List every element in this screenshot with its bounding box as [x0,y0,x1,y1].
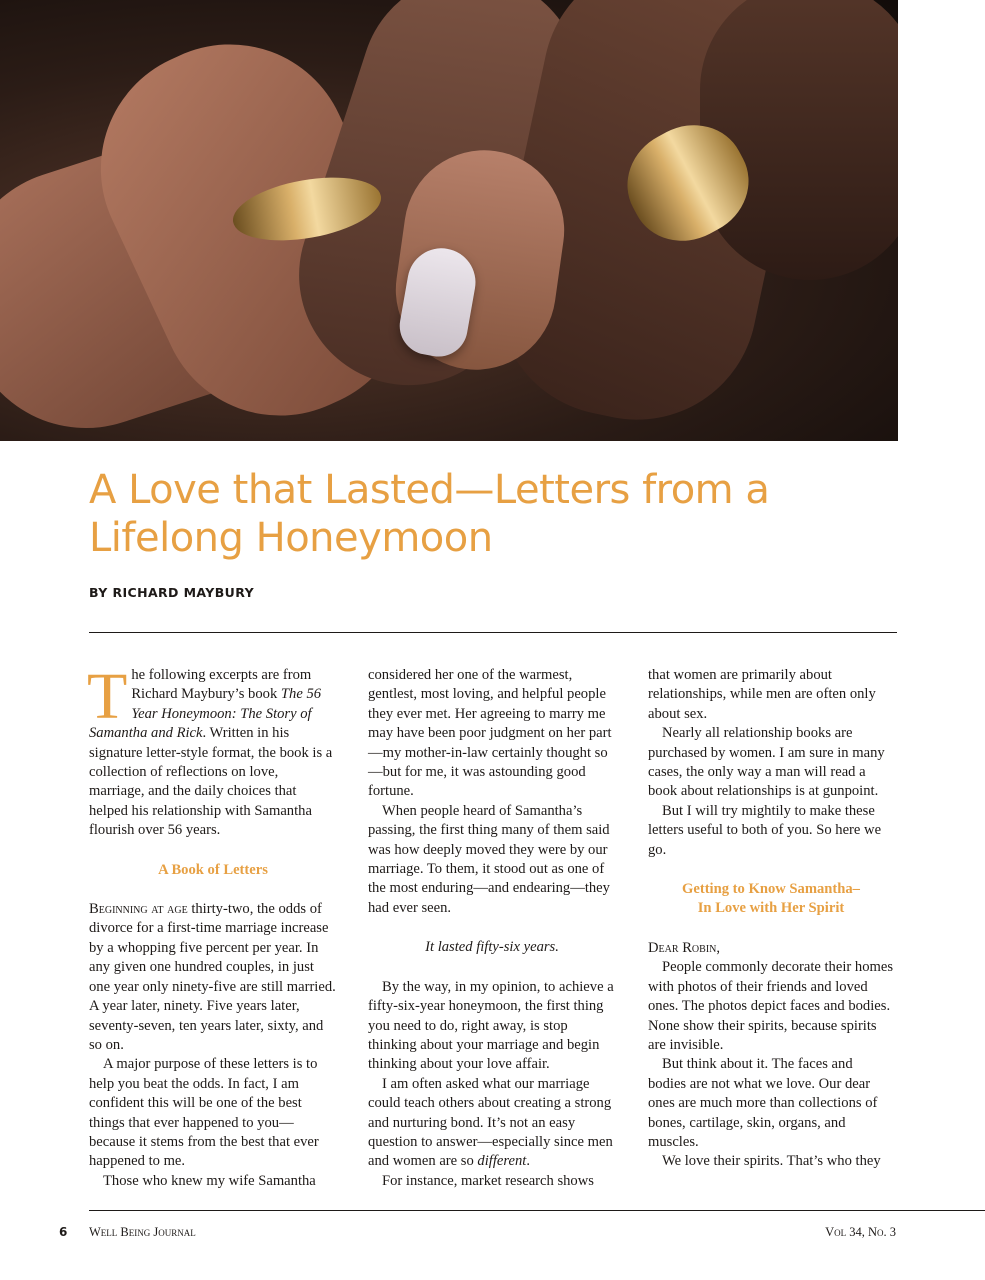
hero-photo [0,0,898,441]
intro-paragraph [87,660,337,841]
lead-in: Beginning at age [89,901,188,918]
drop-cap: T [87,660,128,733]
paragraph: When people heard of Samantha’s passing, the first thing many of them said was how deeply moved they were by our marriage. To them, it stood out as one of the most enduring—and endearing—they had ever seen. [368,802,610,916]
column-1 [87,660,337,1191]
page-number: 6 [59,1225,68,1239]
paragraph: We love their spirits. That’s who they [662,1153,881,1170]
divider [89,632,897,633]
paragraph: that women are primarily about relationships, while men are often only about sex. [648,667,876,722]
paragraph: A major purpose of these letters is to help you beat the odds. In fact, I am confident this will be one of the best things that ever happened to you—because it stems from the best that ever happened to me. [89,1056,319,1170]
footer-divider [89,1210,985,1211]
paragraph-text: thirty-two, the odds of divorce for a first-time marriage increase by a whopping five percent per year. In any given one hundred couples, in just one year only ninety-five are still married. A year later, ninety. Five years later, seventy-seven, ten years later, sixty, and so on. [89,901,336,1053]
salutation: Dear Robin, [648,939,721,956]
emphasis: different [477,1153,527,1170]
paragraph: But I will try mightily to make these letters useful to both of you. So here we go. [648,802,882,858]
paragraph: By the way, in my opinion, to achieve a fifty-six-year honeymoon, the first thing you need to do, right away, is stop thinking about your marriage and begin thinking about your love affair. [368,978,614,1073]
paragraph: Nearly all relationship books are purchased by women. I am sure in many cases, the only way a man will read a book about relationships is at gunpoint. [648,725,885,800]
paragraph-text: . [526,1153,530,1170]
paragraph [368,1075,616,1172]
column-3 [648,666,894,1172]
column-2 [368,666,616,1191]
pull-quote: It lasted fifty-six years. [425,939,559,956]
intro-text: he following excerpts are from Richard Maybury’s book [131,667,312,703]
journal-name: Well Being Journal [89,1225,196,1239]
paragraph: Those who knew my wife Samantha [103,1172,316,1189]
issue-info: Vol 34, No. 3 [825,1225,896,1239]
paragraph [89,900,337,1055]
intro-text-cont: . Written in his signature letter-style format, the book is a collection of reflections on love, marriage, and the daily choices that helped his relationship with Samantha flourish over 56 years. [89,725,333,839]
paragraph: considered her one of the warmest, gentlest, most loving, and helpful people they ever met. Her agreeing to marry me may have been poor judgment on her part—my mother-in-law certainly thought so—but for me, it was astounding good fortune. [368,667,612,800]
byline: BY RICHARD MAYBURY [89,585,255,600]
paragraph: For instance, market research shows [382,1172,594,1189]
subheading [648,880,894,919]
paragraph: But think about it. The faces and bodies are not what we love. Our dear ones are much more than collections of bones, cartilage, skin, organs, and muscles. [648,1056,878,1150]
paragraph: People commonly decorate their homes with photos of their friends and loved ones. The photos depict faces and bodies. None show their spirits, because spirits are invisible. [648,959,893,1053]
subheading-line: Getting to Know Samantha– [682,881,860,898]
subheading: A Book of Letters [158,861,268,878]
subheading-line: In Love with Her Spirit [697,900,845,917]
article-title: A Love that Lasted—Letters from a Lifelong Honeymoon [89,467,770,561]
book-title: The 56 Year Honeymoon: The Story of Samantha and Rick [89,686,322,742]
paragraph-text: I am often asked what our marriage could teach others about creating a strong and nurturing bond. It’s not an easy question to answer—especially since men and women are so [368,1075,613,1170]
